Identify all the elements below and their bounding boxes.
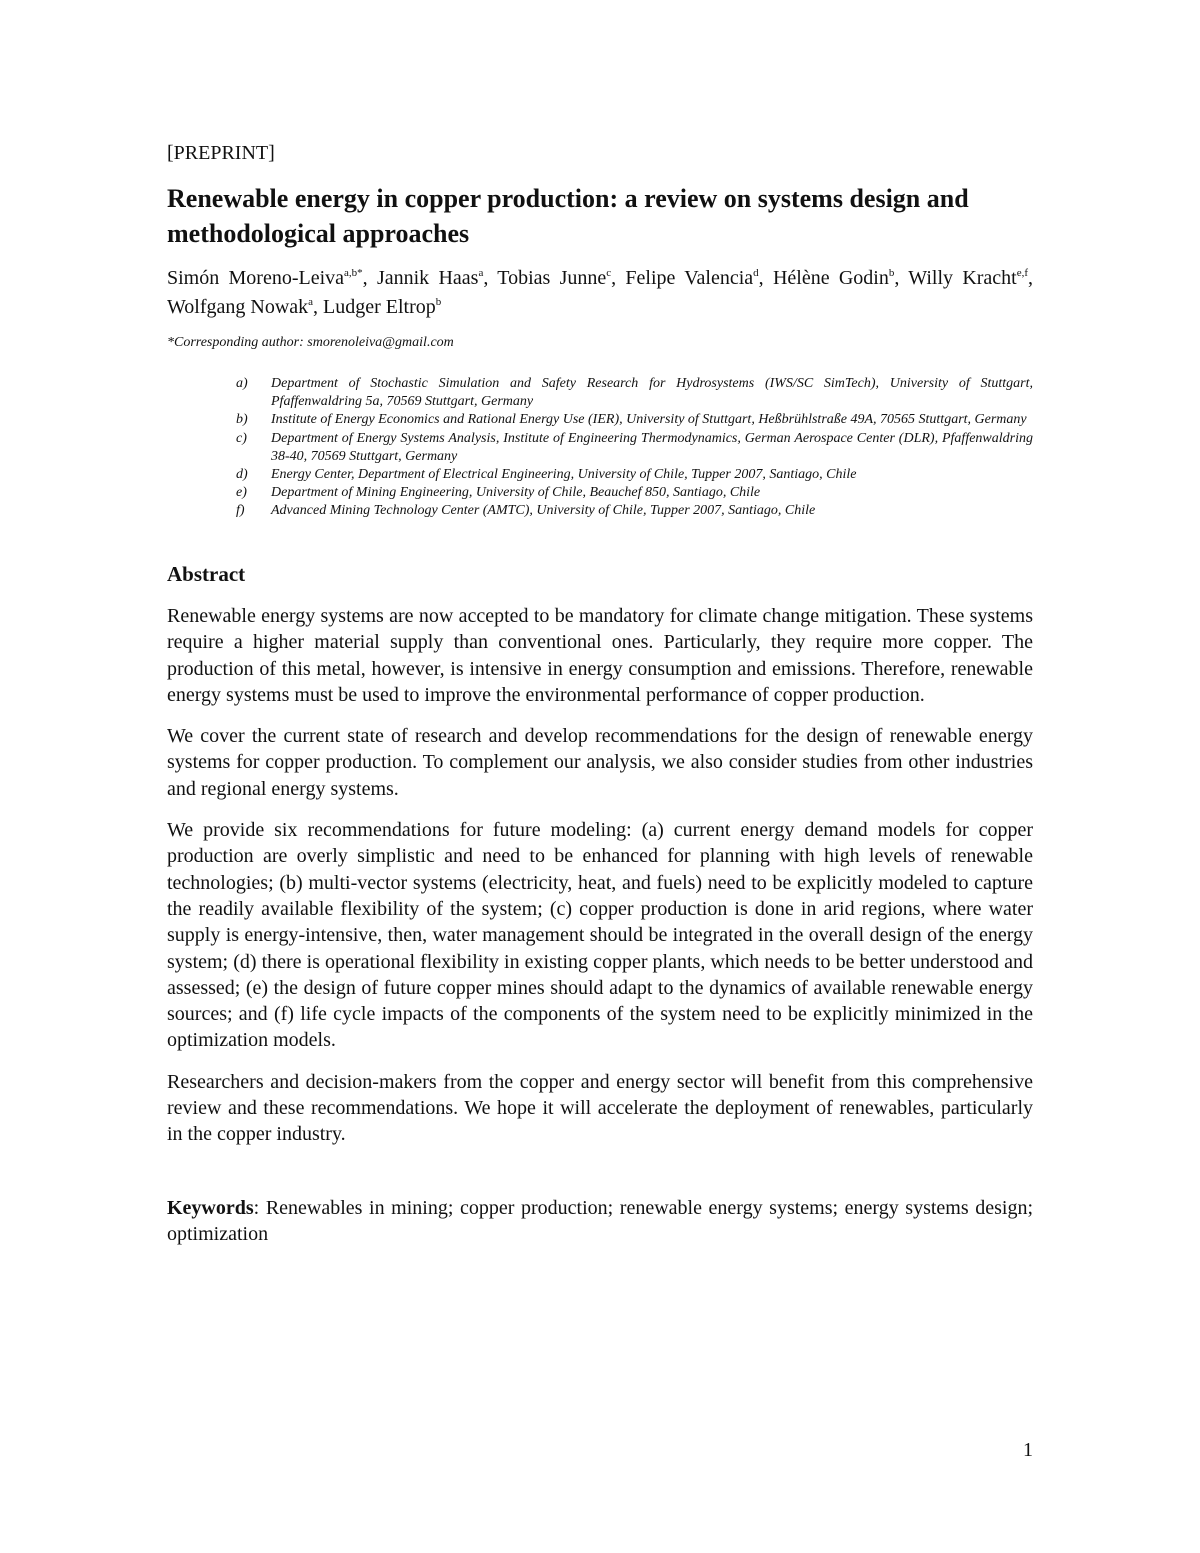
corresponding-author-note: *Corresponding author: smorenoleiva@gmail.com xyxy=(167,335,454,350)
author-affiliation-mark: a,b* xyxy=(344,267,363,279)
affiliation-text: Department of Mining Engineering, University of Chile, Beauchef 850, Santiago, Chile xyxy=(271,485,761,501)
abstract-paragraph: We cover the current state of research and develop recommendations for the design of renewable energy systems for copper production. To complement our analysis, we also consider studies from other industries and regional energy systems. xyxy=(167,725,1033,800)
author xyxy=(167,267,377,289)
affiliation-item xyxy=(236,484,1033,502)
affiliation-mark: a) xyxy=(236,376,248,391)
author-name: Felipe Valencia xyxy=(625,267,754,289)
affiliation-item xyxy=(236,466,1033,484)
paper-page xyxy=(167,0,1033,1553)
author-name: Ludger Eltrop xyxy=(323,296,436,318)
author-affiliation-mark: b xyxy=(888,267,895,279)
author-list xyxy=(167,264,1033,322)
author-separator: , xyxy=(362,267,377,289)
affiliation-mark: c) xyxy=(236,430,247,446)
abstract-paragraph: Researchers and decision-makers from the copper and energy sector will benefit from this comprehensive review and these recommendations. We hope it will accelerate the deployment of renewables, particularly in the copper industry. xyxy=(167,1070,1033,1146)
affiliation-item xyxy=(236,430,1033,466)
author-separator: , xyxy=(313,296,324,318)
author-affiliation-mark: e,f xyxy=(1016,267,1029,279)
paper-title: Renewable energy in copper production: a review on systems design and methodological approaches xyxy=(167,184,969,248)
abstract-paragraph: Renewable energy systems are now accepted to be mandatory for climate change mitigation. These systems require a higher material supply than conventional ones. Particularly, they require more copper. The production of this metal, however, is intensive in energy consumption and emissions. Therefore, renewable energy systems must be used to improve the environmental performance of copper production. xyxy=(167,605,1033,706)
author-separator: , xyxy=(611,267,626,289)
author-separator: , xyxy=(758,267,773,289)
preprint-label: [PREPRINT] xyxy=(167,142,275,164)
author xyxy=(323,296,441,318)
author-affiliation-mark: a xyxy=(478,267,484,279)
author-affiliation-mark: c xyxy=(606,267,612,279)
author-name: Hélène Godin xyxy=(772,267,889,289)
abstract-heading: Abstract xyxy=(167,562,246,586)
affiliation-text: Department of Energy Systems Analysis, Institute of Engineering Thermodynamics, German Aerospace Center (DLR), Pfaffenwaldring 38-40, 70569 Stuttgart, Germany xyxy=(271,430,1033,464)
affiliation-item xyxy=(236,502,1033,520)
author-separator: , xyxy=(894,267,909,289)
author xyxy=(167,296,323,318)
affiliation-text: Energy Center, Department of Electrical Engineering, University of Chile, Tupper 2007, Santiago, Chile xyxy=(271,467,857,483)
author-separator: , xyxy=(483,267,498,289)
keywords-label: Keywords xyxy=(167,1197,254,1219)
author-affiliation-mark: b xyxy=(435,296,442,308)
keywords-text: : Renewables in mining; copper production; renewable energy systems; energy systems design; optimization xyxy=(167,1197,1033,1246)
page-number: 1 xyxy=(1023,1439,1033,1461)
author-separator: , xyxy=(1028,267,1034,289)
affiliation-mark: d) xyxy=(236,467,248,483)
abstract-paragraph: We provide six recommendations for future modeling: (a) current energy demand models for copper production are overly simplistic and need to be enhanced for planning with high levels of renewable technologies; (b) multi-vector systems (electricity, heat, and fuels) need to be explicitly modeled to capture the readily available flexibility of the system; (c) copper production is done in arid regions, where water supply is energy-intensive, then, water management should be integrated in the overall design of the energy system; (d) there is operational flexibility in existing copper plants, which needs to be better understood and assessed; (e) the design of future copper mines should adapt to the dynamics of available renewable energy sources; and (f) life cycle impacts of the components of the system need to be explicitly minimized in the optimization models. xyxy=(167,819,1033,1052)
affiliation-text: Institute of Energy Economics and Rational Energy Use (IER), University of Stuttgart, Heßbrühlstraße 49A, 70565 Stuttgart, Germany xyxy=(271,412,1027,428)
author xyxy=(773,267,908,289)
affiliation-item xyxy=(236,411,1033,429)
author-affiliation-mark: d xyxy=(753,267,759,279)
author-name: Tobias Junne xyxy=(497,267,607,289)
affiliation-mark: b) xyxy=(236,412,248,428)
author-name: Willy Kracht xyxy=(908,267,1017,289)
author-affiliation-mark: a xyxy=(308,296,314,308)
affiliation-list xyxy=(236,375,1033,521)
author xyxy=(377,267,497,289)
author-name: Jannik Haas xyxy=(376,267,479,289)
author xyxy=(497,267,625,289)
author xyxy=(908,267,1033,289)
author xyxy=(625,267,773,289)
affiliation-item xyxy=(236,375,1033,411)
keywords xyxy=(167,1195,1033,1248)
affiliation-mark: f) xyxy=(236,503,245,519)
abstract-body xyxy=(167,603,1033,1163)
affiliation-text: Advanced Mining Technology Center (AMTC), University of Chile, Tupper 2007, Santiago, Chile xyxy=(271,503,816,519)
affiliation-mark: e) xyxy=(236,485,247,501)
author-name: Simón Moreno-Leiva xyxy=(167,267,345,289)
author-name: Wolfgang Nowak xyxy=(167,296,309,318)
affiliation-text: Department of Stochastic Simulation and Safety Research for Hydrosystems (IWS/SC SimTech), University of Stuttgart, Pfaffenwaldring 5a, 70569 Stuttgart, Germany xyxy=(271,376,1033,410)
